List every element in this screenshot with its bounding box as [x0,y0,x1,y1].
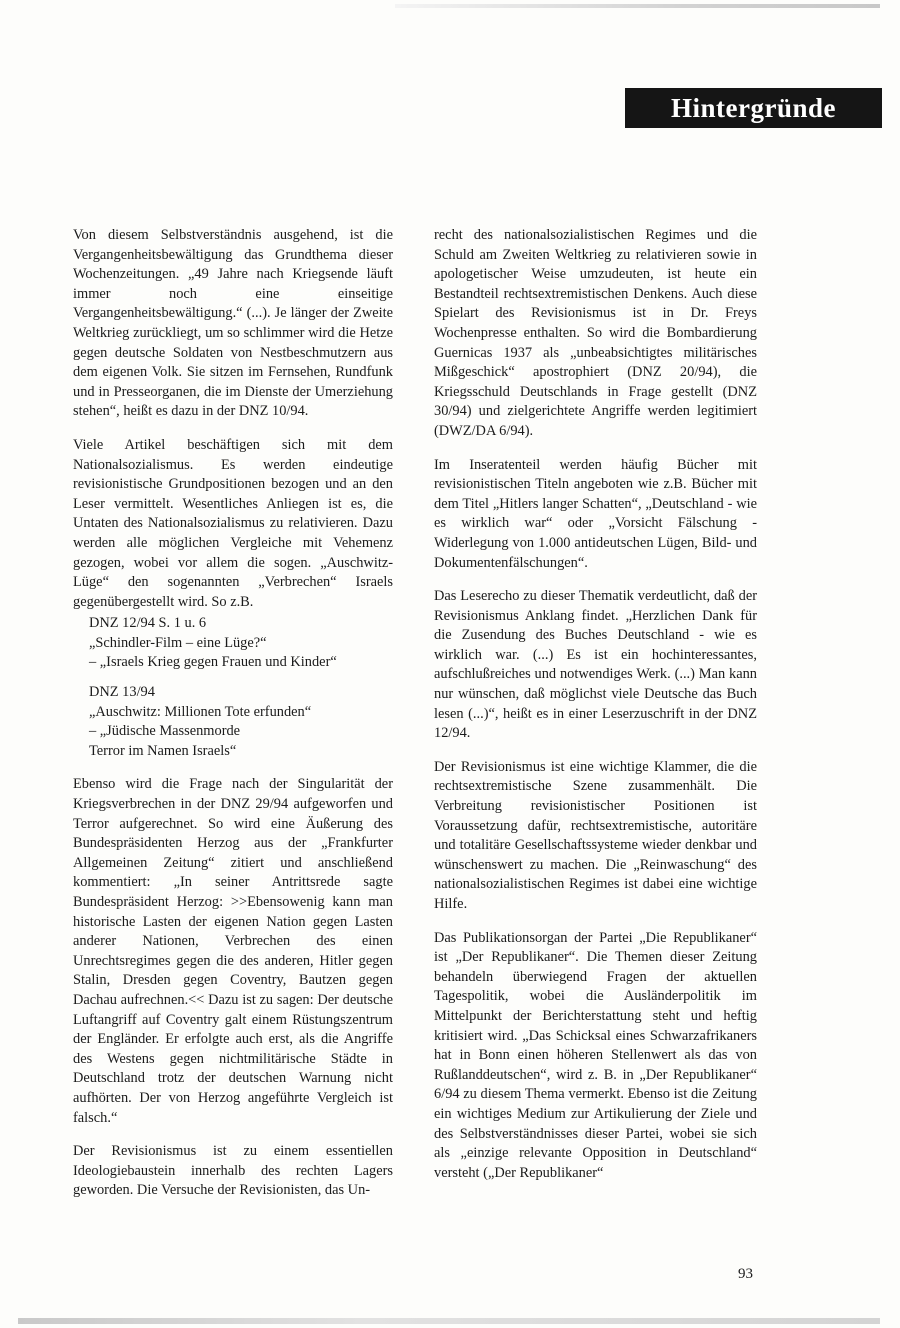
paragraph: Von diesem Selbstverständnis ausgehend, ist die Vergangenheitsbewältigung das Grundthema dieser Wochenzeitungen. „49 Jahre nach Kriegsende läuft immer noch eine einseitige Vergangenheitsbewältigung.“ (...). Je länger der Zweite Weltkrieg zurückliegt, um so schlimmer wird die Hetze gegen deutsche Soldaten von Nestbeschmutzern aus dem eigenen Volk. Sie sitzen im Fernsehen, Rundfunk und in Presseorganen, die im Dienste der Umerziehung stehen“, heißt es dazu in der DNZ 10/94. [73,227,393,420]
citation-line: – „Jüdische Massenmorde [89,723,241,740]
paragraph: Das Leserecho zu dieser Thematik verdeutlicht, daß der Revisionismus Anklang findet. „Herzlichen Dank für die Zusendung des Buches Deutschland - wie es wirklich war. (...) Es ist ein hochinteressantes, aufschlußreiches und notwendiges Werk. (...) Man kann nur wünschen, daß möglichst viele Deutsche das Buch lesen (...)“, heißt es in einer Leserzuschrift in der DNZ 12/94. [434,588,757,742]
citation-line: „Auschwitz: Millionen Tote erfunden“ [89,703,312,720]
citation-line: DNZ 13/94 [89,684,155,701]
left-column [73,226,393,1201]
citation-block [89,683,393,761]
page-number: 93 [738,1266,753,1282]
citation-block [89,614,393,673]
paragraph: Viele Artikel beschäftigen sich mit dem Nationalsozialismus. Es werden eindeutige revisionistische Grundpositionen bezogen und an den Leser vermittelt. Wesentliches Anliegen ist es, die Untaten des Nationalsozialismus zu relativieren. Dazu werden alle möglichen Vergleiche mit Vehemenz gezogen, wobei vor allem die sogen. „Auschwitz-Lüge“ den sogenannten „Verbrechen“ Israels gegenübergestellt wird. So z.B. [73,436,393,610]
right-column [434,226,757,1183]
citation-line: Terror im Namen Israels“ [89,742,237,759]
scan-edge-bottom [18,1318,880,1324]
citation-line: „Schindler-Film – eine Lüge?“ [89,634,267,651]
paragraph: Der Revisionismus ist eine wichtige Klammer, die die rechtsextremistische Szene zusammenhält. Die Verbreitung revisionistischer Positionen ist Voraussetzung dafür, rechtsextremistische, autoritäre und totalitäre Gesellschaftssysteme wieder denkbar und wünschenswert zu machen. Die „Reinwaschung“ des nationalsozialistischen Regimes ist dabei eine wichtige Hilfe. [434,758,757,912]
paragraph: Das Publikationsorgan der Partei „Die Republikaner“ ist „Der Republikaner“. Die Themen dieser Zeitung behandeln überwiegend Fragen der aktuellen Tagespolitik, wobei die Ausländerpolitik im Mittelpunkt der Berichterstattung steht und heftig kritisiert wird. „Das Schicksal eines Schwarzafrikaners hat in Bonn einen höheren Stellenwert als das von Rußlanddeutschen“, wird z. B. in „Der Republikaner“ 6/94 zu diesem Thema vermerkt. Ebenso ist die Zeitung ein wichtiges Medium zur Artikulierung der Ziele und des Selbstverständnisses dieser Partei, wobei sie sich als „einzige relevante Opposition in Deutschland“ versteht („Der Republikaner“ [434,929,757,1181]
scan-edge-top [395,4,880,8]
paragraph: Der Revisionismus ist zu einem essentiellen Ideologiebaustein innerhalb des rechten Lagers geworden. Die Versuche der Revisionisten, das Un- [73,1143,393,1199]
citation-line: DNZ 12/94 S. 1 u. 6 [89,615,207,632]
paragraph: recht des nationalsozialistischen Regimes und die Schuld am Zweiten Weltkrieg zu relativieren sowie in apologetischer Weise umzudeuten, ist heute ein Bestandteil rechtsextremistischen Denkens. Auch diese Spielart des Revisionismus ist in Dr. Freys Wochenpresse enthalten. So wird die Bombardierung Guernicas 1937 als „unbeabsichtigtes militärisches Mißgeschick“ apostrophiert (DNZ 20/94), die Kriegsschuld Deutschlands in Frage gestellt (DNZ 30/94) und zielgerichtete Angriffe werden legitimiert (DWZ/DA 6/94). [434,227,757,439]
paragraph: Im Inseratenteil werden häufig Bücher mit revisionistischen Titeln angeboten wie z.B. Bücher mit dem Titel „Hitlers langer Schatten“, „Deutschland - wie es wirklich war“ oder „Vorsicht Fälschung - Widerlegung von 1.000 antideutschen Lügen, Bild- und Dokumentenfälschungen“. [434,456,757,571]
section-banner: Hintergründe [625,88,882,128]
citation-line: – „Israels Krieg gegen Frauen und Kinder“ [89,654,337,671]
paragraph: Ebenso wird die Frage nach der Singularität der Kriegsverbrechen in der DNZ 29/94 aufgeworfen und Terror aufgerechnet. So wird eine Äußerung des Bundespräsidenten Herzog aus der „Frankfurter Allgemeinen Zeitung“ zitiert und anschließend kommentiert: „In seiner Antrittsrede sagte Bundespräsident Herzog: >>Ebensowenig kann man historische Lasten der eigenen Nation gegen Lasten anderer Nationen, Verbrechen des einen Unrechtsregimes gegen die des anderen, Hitler gegen Stalin, Dresden gegen Coventry, Bautzen gegen Dachau aufrechnen.<< Dazu ist zu sagen: Der deutsche Luftangriff auf Coventry galt einem Rüstungszentrum der Engländer. Er erfolgte auch erst, als die Angriffe des Westens gegen nichtmilitärische Städte in Deutschland trotz der deutschen Warnung nicht aufhörten. Der von Herzog angeführte Vergleich ist falsch.“ [73,776,393,1126]
